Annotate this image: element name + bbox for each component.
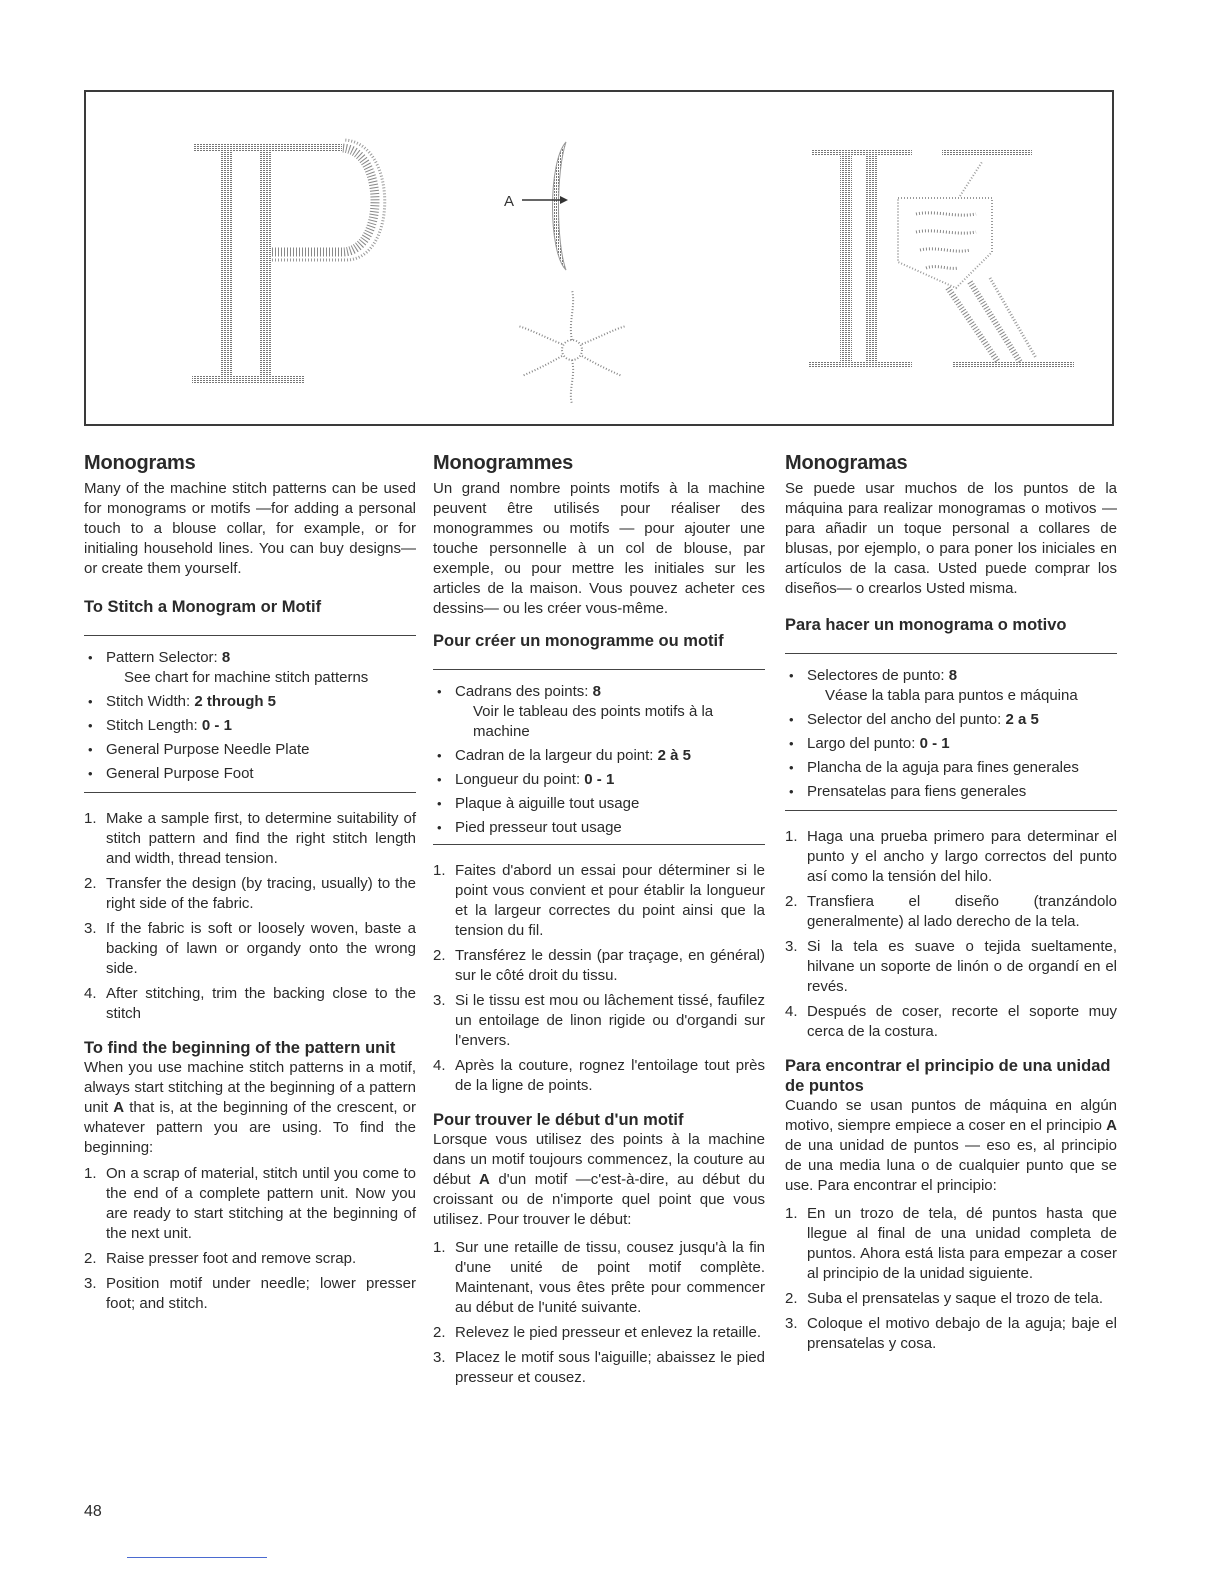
list-item: 1. On a scrap of material, stitch until you come to the end of a complete pattern unit. Now you are ready to start stitching at the beginning of the next unit. xyxy=(84,1165,416,1242)
steps-list xyxy=(785,827,1117,1042)
list-item: 1. Sur une retaille de tissu, cousez jusqu'à la fin d'une unité de point motif complète. Maintenant, vous êtes prête pour commencer au début de l'unité suivante. xyxy=(433,1239,765,1316)
column-english xyxy=(84,452,416,1319)
list-item: 3. Placez le motif sous l'aiguille; abaissez le pied presseur et cousez. xyxy=(433,1349,765,1386)
settings-list xyxy=(84,648,416,784)
divider xyxy=(84,635,416,636)
list-item: 4. After stitching, trim the backing close to the stitch xyxy=(84,985,416,1022)
section-title: Para encontrar el principio de una unidad de puntos xyxy=(785,1057,1111,1095)
section-title: To Stitch a Monogram or Motif xyxy=(84,598,322,616)
divider xyxy=(433,844,765,845)
list-item: 3. Si le tissu est mou ou lâchement tissé, faufilez un entoilage de linon rigide ou d'organdi sur l'envers. xyxy=(433,992,765,1049)
list-item: • Stitch Width: 2 through 5 xyxy=(84,692,416,712)
list-item: • Selectores de punto: 8 Véase la tabla para puntos e máquina xyxy=(785,666,1117,706)
list-item: • Cadrans des points: 8 Voir le tableau des points motifs à la machine xyxy=(433,682,765,742)
list-item: • Plancha de la aguja para fines generales xyxy=(785,758,1117,778)
list-item: 3. If the fabric is soft or loosely woven, baste a backing of lawn or organdy onto the wrong side. xyxy=(84,920,416,977)
divider xyxy=(785,810,1117,811)
list-item: • Pied presseur tout usage xyxy=(433,818,765,838)
list-item: • Longueur du point: 0 - 1 xyxy=(433,770,765,790)
letter-k-monogram xyxy=(808,150,1074,368)
list-item: 4. Después de coser, recorte el soporte muy cerca de la costura. xyxy=(785,1003,1117,1040)
page-number: 48 xyxy=(84,1503,102,1520)
section-title: Pour trouver le début d'un motif xyxy=(433,1111,684,1129)
steps-list xyxy=(433,861,765,1096)
intro-text: Se puede usar muchos de los puntos de la máquina para realizar monogramas o motivos —para añadir un toque personal a collares de blusas, por ejemplo, o para poner los iniciales en artículos de la casa. Usted puede comprar los diseños— o crearlos Usted misma. xyxy=(785,480,1117,597)
find-steps-list xyxy=(84,1164,416,1314)
letter-p-monogram xyxy=(192,140,385,384)
list-item: • General Purpose Needle Plate xyxy=(84,740,416,760)
monogram-illustration xyxy=(84,90,1114,426)
divider xyxy=(785,653,1117,654)
list-item: • Plaque à aiguille tout usage xyxy=(433,794,765,814)
section-title: Para hacer un monograma o motivo xyxy=(785,616,1067,634)
list-item: 3. Coloque el motivo debajo de la aguja; baje el prensatelas y cosa. xyxy=(785,1315,1117,1352)
list-item: • Selector del ancho del punto: 2 a 5 xyxy=(785,710,1117,730)
sunburst-motif xyxy=(518,290,626,404)
find-steps-list xyxy=(433,1238,765,1388)
stitch-samples-drawing xyxy=(86,92,1112,424)
heading: Monogrammes xyxy=(433,452,574,474)
footer-rule xyxy=(127,1557,267,1558)
list-item: 2. Transfiera el diseño (tranzándolo generalmente) al lado derecho de la tela. xyxy=(785,893,1117,930)
intro-text: Un grand nombre points motifs à la machine peuvent être utilisés pour réaliser des monogrammes ou motifs — pour ajouter une touche personnelle à un col de blouse, par exemple, ou pour mettre les initiales sur les articles de la maison. Vous pouvez acheter ces dessins— ou les créer vous-même. xyxy=(433,480,765,617)
settings-list xyxy=(785,666,1117,802)
list-item: • Pattern Selector: 8 See chart for machine stitch patterns xyxy=(84,648,416,688)
steps-list xyxy=(84,809,416,1024)
section-title: Pour créer un monogramme ou motif xyxy=(433,632,724,650)
list-item: 1. En un trozo de tela, dé puntos hasta que llegue al final de una unidad completa de puntos. Ahora está lista para empezar a coser al principio de la unidad siguiente. xyxy=(785,1205,1117,1282)
find-intro: When you use machine stitch patterns in a motif, always start stitching at the beginning of a pattern unit A that is, at the beginning of the crescent, or whatever pattern you are using. To find the beginning: xyxy=(84,1059,416,1156)
list-item: • General Purpose Foot xyxy=(84,764,416,784)
list-item: 1. Faites d'abord un essai pour déterminer si le point vous convient et pour établir la longueur et la largeur correctes du point ainsi que la tension du fil. xyxy=(433,862,765,939)
list-item: 2. Relevez le pied presseur et enlevez la retaille. xyxy=(433,1324,761,1341)
column-french xyxy=(433,452,765,1393)
heading: Monograms xyxy=(84,452,196,474)
list-item: 3. Si la tela es suave o tejida sueltamente, hilvane un soporte de linón o de organdí en el revés. xyxy=(785,938,1117,995)
divider xyxy=(84,792,416,793)
crescent-pattern-unit xyxy=(504,142,568,270)
list-item: 1. Make a sample first, to determine suitability of stitch pattern and find the right stitch length and width, thread tension. xyxy=(84,810,416,867)
list-item: • Largo del punto: 0 - 1 xyxy=(785,734,1117,754)
list-item: 3. Position motif under needle; lower presser foot; and stitch. xyxy=(84,1275,416,1312)
intro-text: Many of the machine stitch patterns can be used for monograms or motifs —for adding a personal touch to a blouse collar, for example, or for initialing household lines. You can buy designs— or create them yourself. xyxy=(84,480,416,577)
list-item: • Prensatelas para fiens generales xyxy=(785,782,1117,802)
list-item: 2. Transfer the design (by tracing, usually) to the right side of the fabric. xyxy=(84,875,416,912)
pointer-label: A xyxy=(504,193,515,210)
column-spanish xyxy=(785,452,1117,1359)
list-item: • Stitch Length: 0 - 1 xyxy=(84,716,416,736)
settings-list xyxy=(433,682,765,838)
list-item: 2. Raise presser foot and remove scrap. xyxy=(84,1250,357,1267)
heading: Monogramas xyxy=(785,452,908,474)
list-item: 2. Suba el prensatelas y saque el trozo de tela. xyxy=(785,1290,1104,1307)
list-item: 1. Haga una prueba primero para determinar el punto y el ancho y largo correctos del punto así como la tensión del hilo. xyxy=(785,828,1117,885)
find-intro: Cuando se usan puntos de máquina en algún motivo, siempre empiece a coser en el principio A de una unidad de puntos — eso es, al principio de una media luna o de cualquier punto que se use. Para encontrar el principio: xyxy=(785,1097,1117,1194)
list-item: • Cadran de la largeur du point: 2 à 5 xyxy=(433,746,765,766)
find-intro: Lorsque vous utilisez des points à la machine dans un motif toujours commencez, la couture au début A d'un motif —c'est-à-dire, au début du croissant ou de n'importe quel point que vous utilisez. Pour trouver le début: xyxy=(433,1131,765,1228)
list-item: 4. Après la couture, rognez l'entoilage tout près de la ligne de points. xyxy=(433,1057,765,1094)
divider xyxy=(433,669,765,670)
find-steps-list xyxy=(785,1204,1117,1354)
section-title: To find the beginning of the pattern unit xyxy=(84,1039,396,1057)
list-item: 2. Transférez le dessin (par traçage, en général) sur le côté droit du tissu. xyxy=(433,947,765,984)
